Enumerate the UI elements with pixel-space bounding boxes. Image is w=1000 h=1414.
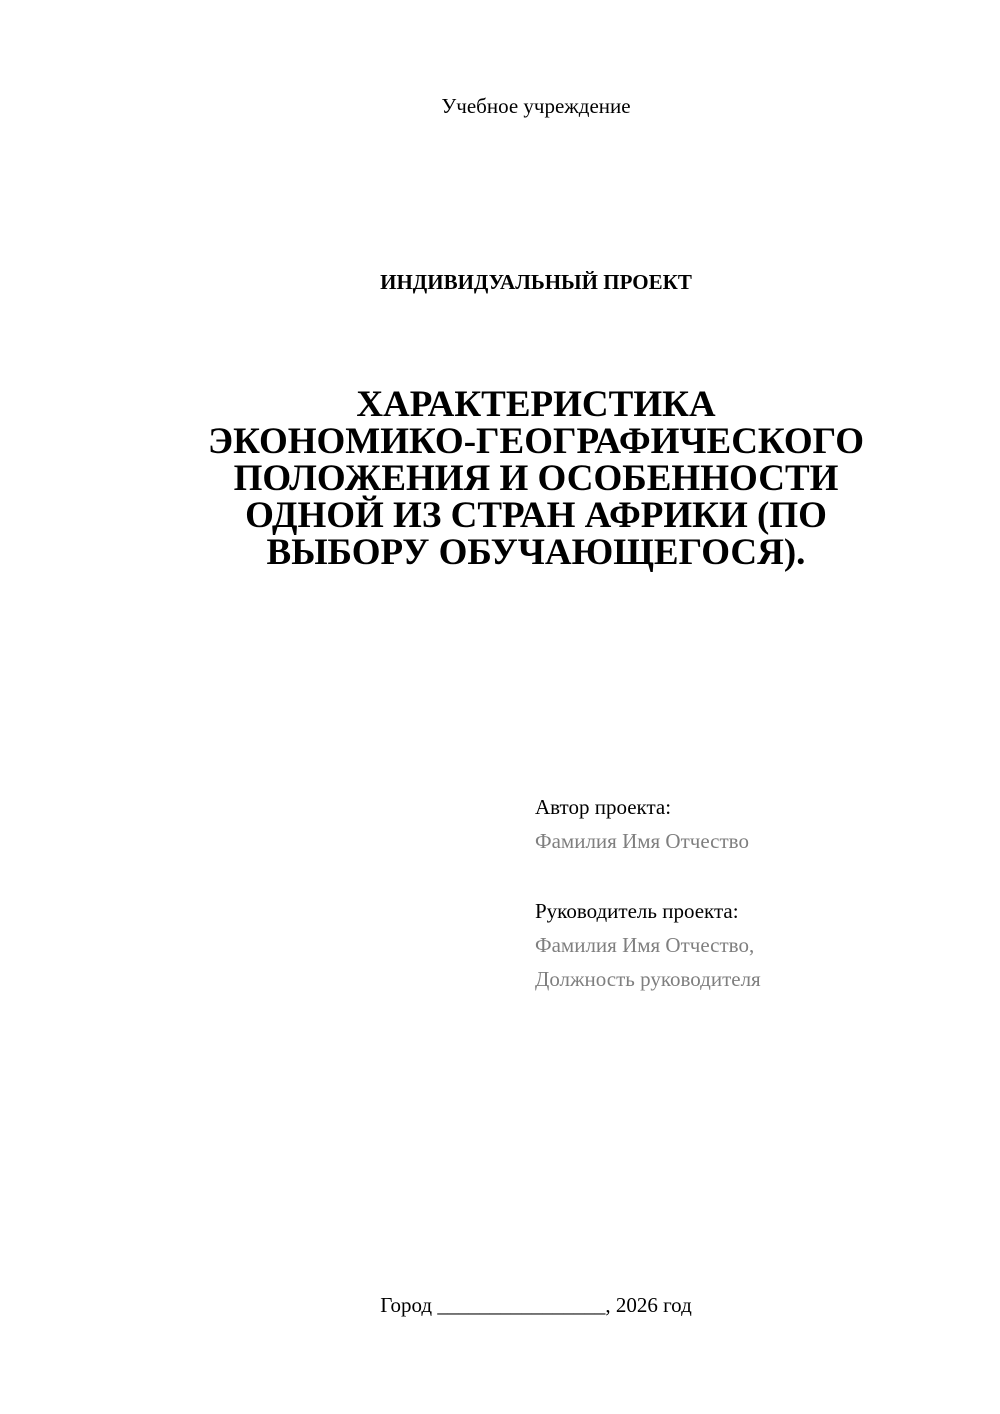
author-name: Фамилия Имя Отчество (535, 829, 749, 853)
institution-name: Учебное учреждение (441, 94, 631, 118)
author-label: Автор проекта: (535, 795, 672, 819)
document-type: ИНДИВИДУАЛЬНЫЙ ПРОЕКТ (380, 270, 692, 294)
credits-block (535, 790, 975, 996)
project-title-line: ХАРАКТЕРИСТИКА (356, 384, 716, 425)
project-title-line: ЭКОНОМИКО-ГЕОГРАФИЧЕСКОГО (207, 421, 865, 462)
supervisor-label: Руководитель проекта: (535, 899, 739, 923)
project-title (150, 386, 922, 571)
supervisor-name: Фамилия Имя Отчество, (535, 933, 755, 957)
supervisor-position: Должность руководителя (535, 967, 761, 991)
project-title-line: ПОЛОЖЕНИЯ И ОСОБЕННОСТИ (233, 458, 839, 499)
credits-spacer (535, 858, 975, 894)
city-year-line: Город ________________, 2026 год (380, 1293, 692, 1317)
project-title-line: ОДНОЙ ИЗ СТРАН АФРИКИ (ПО (245, 495, 827, 536)
project-title-line: ВЫБОРУ ОБУЧАЮЩЕГОСЯ). (266, 532, 806, 573)
